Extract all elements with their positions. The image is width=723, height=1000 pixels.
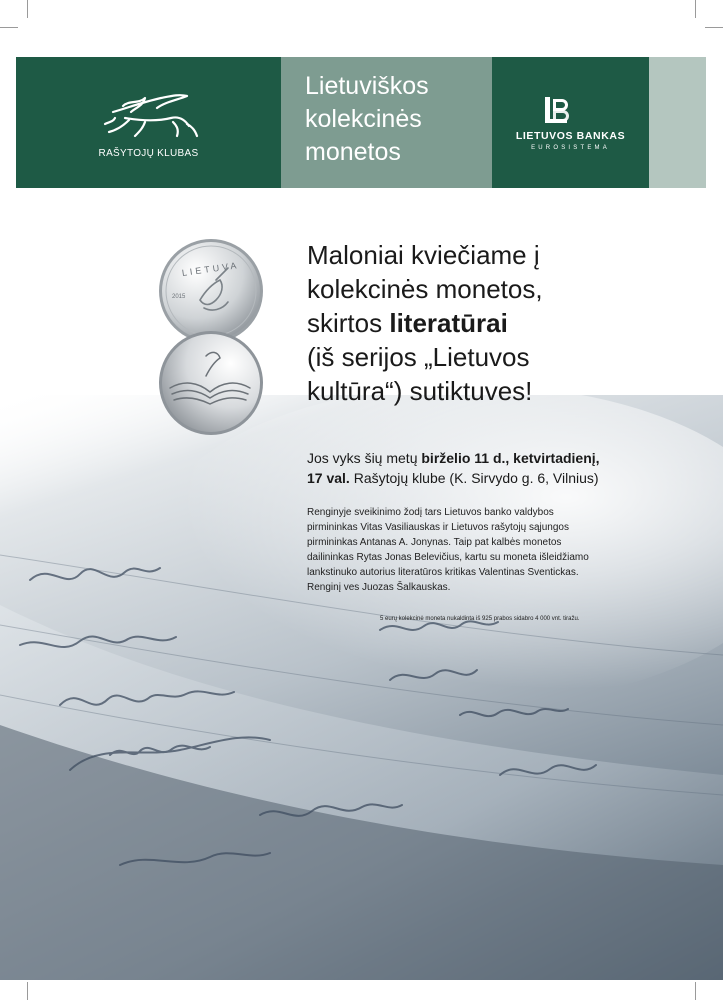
pegasus-logo	[95, 94, 205, 144]
header-title-line: monetos	[305, 138, 401, 166]
bank-subtitle: EUROSISTEMA	[531, 145, 610, 151]
event-description	[307, 505, 667, 595]
bank-name: LIETUVOS BANKAS	[515, 130, 626, 142]
coin-obverse	[158, 238, 264, 344]
invitation-headline	[307, 238, 707, 408]
header-title-line: Lietuviškos	[305, 72, 429, 100]
crop-mark-bottom-left	[27, 982, 28, 1000]
headline-text: skirtos	[307, 308, 390, 338]
coin-footnote: 5 eurų kolekcinė moneta nukaldinta iš 925 prabos sidabro 4 000 vnt. tiražu.	[380, 616, 580, 622]
accent-panel	[649, 57, 706, 188]
coin-legend: LIETUVA	[181, 260, 240, 279]
crop-mark-bottom-right	[695, 982, 696, 1000]
coin-year: 2015	[172, 294, 186, 300]
crop-mark-top-right-h	[705, 27, 723, 28]
headline-emphasis: literatūrai	[389, 308, 508, 338]
event-line	[307, 468, 667, 488]
headline-line: kultūra“) sutiktuves!	[307, 376, 533, 406]
crop-mark-top-right	[695, 0, 696, 18]
crop-mark-top-left	[27, 0, 28, 18]
body-line: pirmininkas Antanas A. Jonynas. Taip pat kalbės monetos	[307, 537, 562, 548]
club-name: RAŠYTOJŲ KLUBAS	[98, 148, 199, 159]
header-title	[305, 70, 429, 169]
headline-line: Maloniai kviečiame į	[307, 240, 540, 270]
body-line: dailininkas Rytas Jonas Belevičius, kartu su moneta išleidžiamo	[307, 552, 589, 563]
headline-line	[307, 306, 707, 340]
coin-reverse	[158, 330, 264, 436]
event-text: Jos vyks šių metų	[307, 450, 422, 466]
event-line	[307, 448, 667, 468]
body-line: Renginyje sveikinimo žodį tars Lietuvos banko valdybos	[307, 507, 554, 518]
headline-line: (iš serijos „Lietuvos	[307, 342, 530, 372]
event-date: birželio 11 d., ketvirtadienį,	[421, 450, 600, 466]
headline-line: kolekcinės monetos,	[307, 274, 543, 304]
crop-mark-top-left-h	[0, 27, 18, 28]
event-location: Rašytojų klube (K. Sirvydo g. 6, Vilnius)	[349, 470, 599, 486]
header-title-line: kolekcinės	[305, 105, 422, 133]
bank-logo-icon	[541, 95, 575, 129]
body-line: pirmininkas Vitas Vasiliauskas ir Lietuvos rašytojų sąjungos	[307, 522, 569, 533]
body-line: Renginį ves Juozas Šalkauskas.	[307, 582, 451, 593]
body-line: lankstinuko autorius literatūros kritikas Valentinas Sventickas.	[307, 567, 579, 578]
event-time: 17 val.	[307, 470, 350, 486]
event-details	[307, 448, 667, 488]
